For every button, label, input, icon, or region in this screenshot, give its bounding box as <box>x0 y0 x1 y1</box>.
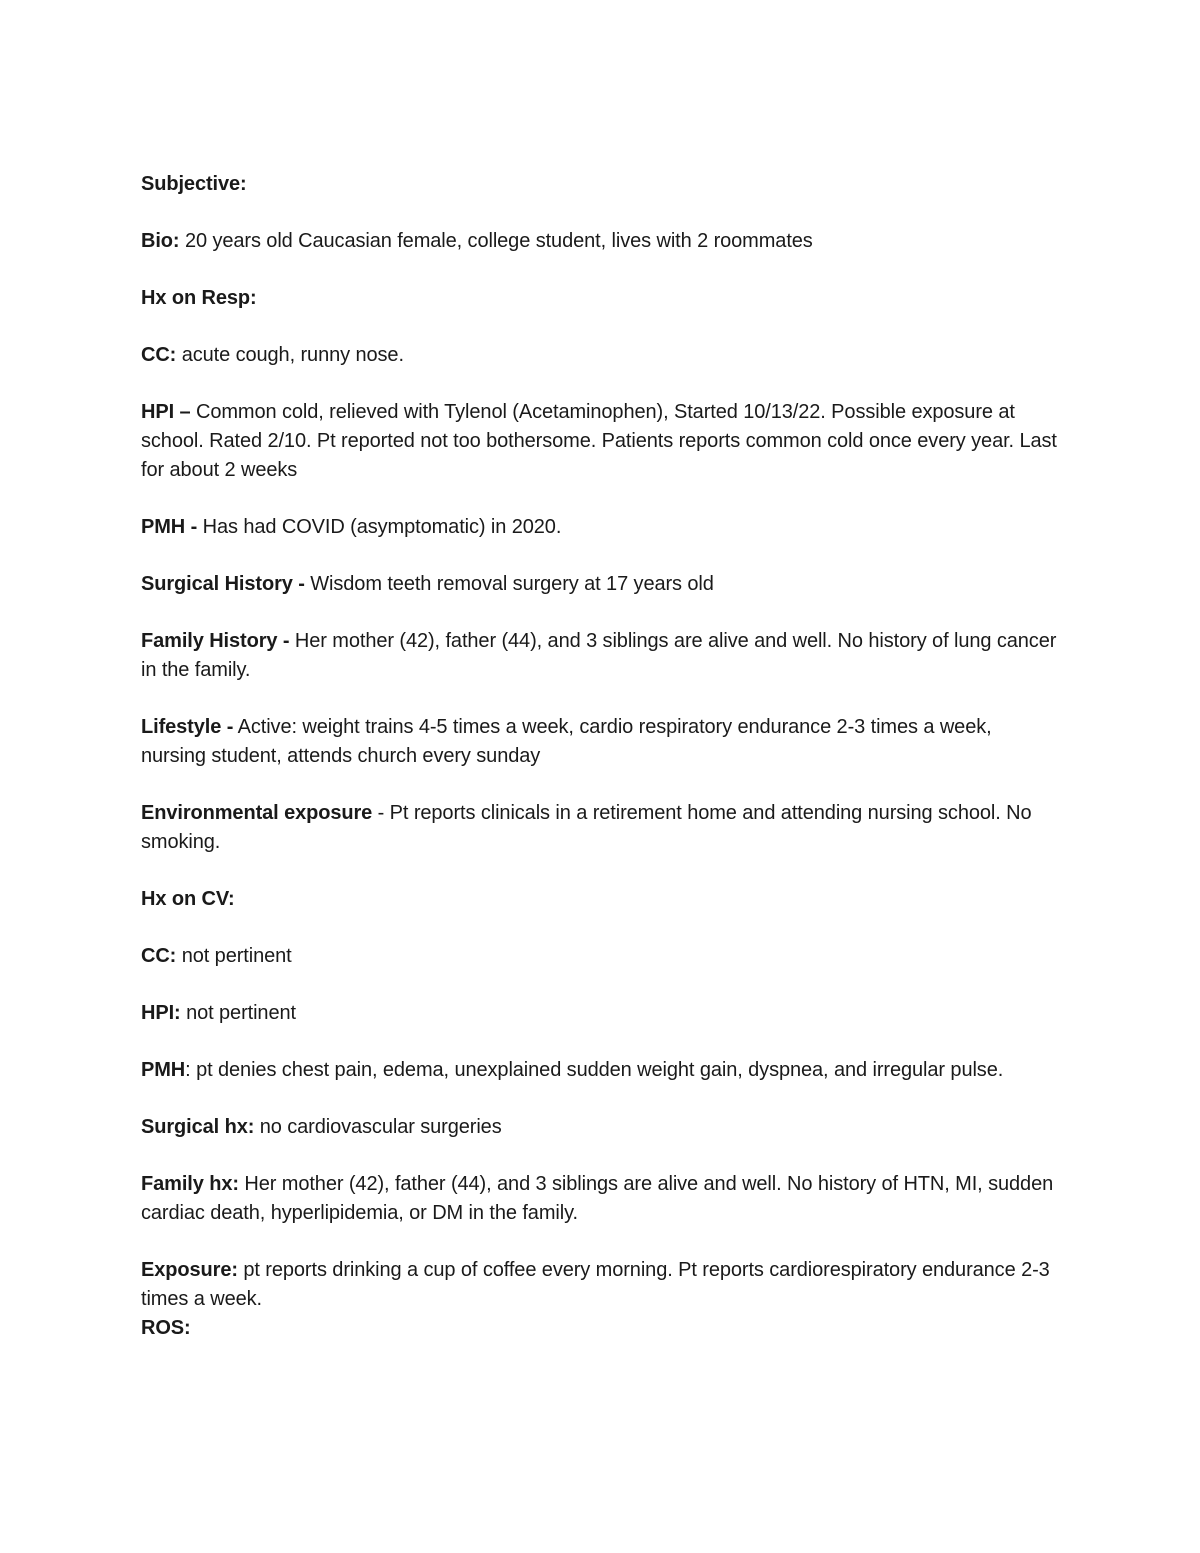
resp-pmh-paragraph <box>141 513 1061 542</box>
resp-environmental-exposure-paragraph <box>141 799 1061 857</box>
cv-exposure-paragraph <box>141 1256 1061 1314</box>
label: Family History - <box>141 630 290 652</box>
resp-family-history-paragraph <box>141 627 1061 685</box>
label: Lifestyle - <box>141 716 234 738</box>
label: CC: <box>141 344 177 366</box>
label: HPI – <box>141 401 191 423</box>
section-heading-subjective <box>141 170 1061 199</box>
resp-surgical-history-paragraph <box>141 570 1061 599</box>
text: Her mother (42), father (44), and 3 siblings are alive and well. No history of HTN, MI, sudden cardiac death, hyperlipidemia, or DM in the family. <box>141 1173 1054 1224</box>
section-heading-hx-cv <box>141 885 1061 914</box>
resp-lifestyle-paragraph <box>141 713 1061 771</box>
text: Wisdom teeth removal surgery at 17 years old <box>304 573 714 595</box>
label: Exposure: <box>141 1259 238 1281</box>
cv-surgical-hx-paragraph <box>141 1113 1061 1142</box>
text: Has had COVID (asymptomatic) in 2020. <box>197 516 562 538</box>
document-body <box>141 170 1061 1371</box>
label: Hx on CV: <box>141 888 235 910</box>
text: Active: weight trains 4-5 times a week, cardio respiratory endurance 2-3 times a week, nursing student, attends church every sunday <box>141 716 992 767</box>
cv-cc-paragraph <box>141 942 1061 971</box>
label: HPI: <box>141 1002 181 1024</box>
label: Subjective: <box>141 173 247 195</box>
label: Family hx: <box>141 1173 239 1195</box>
cv-pmh-paragraph <box>141 1056 1061 1085</box>
label: Surgical History - <box>141 573 305 595</box>
section-heading-ros <box>141 1314 1061 1343</box>
label: Bio: <box>141 230 180 252</box>
bio-paragraph <box>141 227 1061 256</box>
label: Hx on Resp: <box>141 287 257 309</box>
label: PMH <box>141 1059 186 1081</box>
resp-hpi-paragraph <box>141 398 1061 485</box>
label: CC: <box>141 945 177 967</box>
text: pt reports drinking a cup of coffee every morning. Pt reports cardiorespiratory endurance 2-3 times a week. <box>141 1259 1050 1310</box>
text: Common cold, relieved with Tylenol (Acetaminophen), Started 10/13/22. Possible exposure at school. Rated 2/10. Pt reported not too bothersome. Patients reports common cold once every year. Last for about 2 weeks <box>141 401 1057 481</box>
text: Her mother (42), father (44), and 3 siblings are alive and well. No history of lung cancer in the family. <box>141 630 1057 681</box>
label: ROS: <box>141 1317 191 1339</box>
text: : pt denies chest pain, edema, unexplained sudden weight gain, dyspnea, and irregular pulse. <box>185 1059 1004 1081</box>
cv-hpi-paragraph <box>141 999 1061 1028</box>
resp-cc-paragraph <box>141 341 1061 370</box>
text: no cardiovascular surgeries <box>254 1116 502 1138</box>
text: acute cough, runny nose. <box>176 344 404 366</box>
text: not pertinent <box>176 945 292 967</box>
cv-family-hx-paragraph <box>141 1170 1061 1228</box>
label: Environmental exposure <box>141 802 373 824</box>
text: 20 years old Caucasian female, college student, lives with 2 roommates <box>179 230 813 252</box>
text: - Pt reports clinicals in a retirement home and attending nursing school. No smoking. <box>141 802 1032 853</box>
section-heading-hx-resp <box>141 284 1061 313</box>
text: not pertinent <box>180 1002 296 1024</box>
label: Surgical hx: <box>141 1116 255 1138</box>
label: PMH - <box>141 516 198 538</box>
